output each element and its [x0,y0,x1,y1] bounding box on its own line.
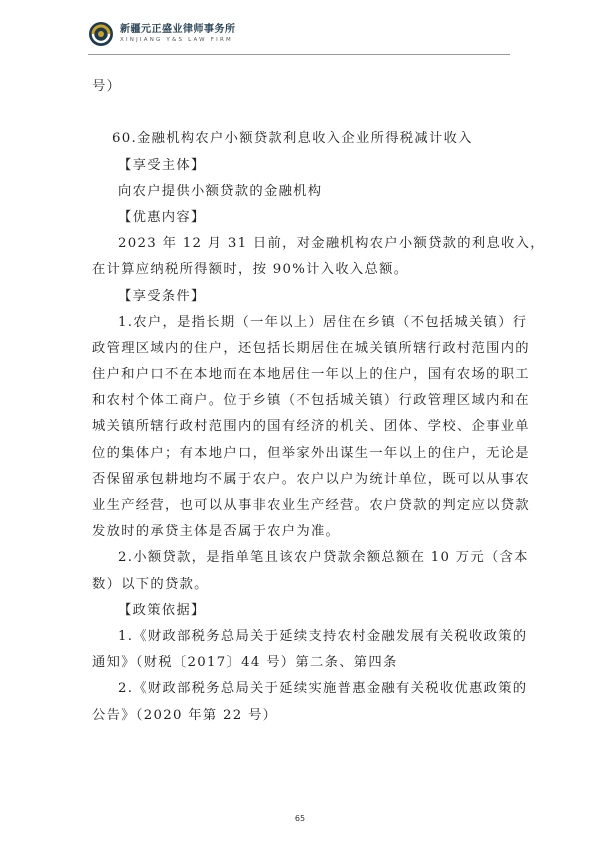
subheading-policy-basis: 【政策依据】 [118,602,206,618]
body-line: 1.《财政部税务总局关于延续支持农村金融发展有关税收政策的 [118,628,528,644]
body-line: 数）以下的贷款。 [92,576,209,592]
body-line: 2.《财政部税务总局关于延续实施普惠金融有关税收优惠政策的 [118,681,528,697]
body-line: 位的集体户；有本地户口，但举家外出谋生一年以上的住户，无论是 [92,445,530,461]
subheading-benefit: 【优惠内容】 [118,209,206,225]
body-line: 向农户提供小额贷款的金融机构 [118,183,323,199]
blank-line [92,100,510,126]
firm-name-en: XINJIANG Y&S LAW FIRM [120,36,233,43]
section-heading: 60.金融机构农户小额贷款利息收入企业所得税减计收入 [112,131,473,147]
header-divider [88,54,510,55]
body-line: 2023 年 12 月 31 日前，对金融机构农户小额贷款的利息收入， [118,236,545,252]
body-line: 城关镇所辖行政村范围内的国有经济的机关、团体、学校、企事业单 [92,419,530,435]
subheading-conditions: 【享受条件】 [118,288,206,304]
body-line: 号） [92,79,122,94]
firm-name-cn: 新疆元正盛业律师事务所 [120,23,236,35]
firm-logo-icon [88,21,114,47]
body-line: 和农村个体工商户。位于乡镇（不包括城关镇）行政管理区域内和在 [92,393,530,409]
body-line: 业生产经营，也可以从事非农业生产经营。农户贷款的判定应以贷款 [92,498,530,513]
subheading-beneficiary: 【享受主体】 [118,157,206,173]
page-number: 65 [294,814,306,823]
body-line: 公告》（2020 年第 22 号） [92,707,278,723]
body-line: 发放时的承贷主体是否属于农户为准。 [92,524,341,540]
body-line: 1.农户，是指长期（一年以上）居住在乡镇（不包括城关镇）行 [118,314,528,330]
body-line: 否保留承包耕地均不属于农户。农户以户为统计单位，既可以从事农 [92,471,530,487]
document-body [92,74,545,729]
body-line: 政管理区域内的住户，还包括长期居住在城关镇所辖行政村范围内的 [92,340,530,356]
body-line: 住户和户口不在本地而在本地居住一年以上的住户，国有农场的职工 [92,367,530,383]
body-line: 通知》（财税〔2017〕44 号）第二条、第四条 [92,655,398,671]
page-header [88,20,236,48]
firm-name-block [120,25,236,44]
body-line: 在计算应纳税所得额时，按 90%计入收入总额。 [92,262,409,278]
body-line: 2.小额贷款，是指单笔且该农户贷款余额总额在 10 万元（含本 [118,550,529,566]
